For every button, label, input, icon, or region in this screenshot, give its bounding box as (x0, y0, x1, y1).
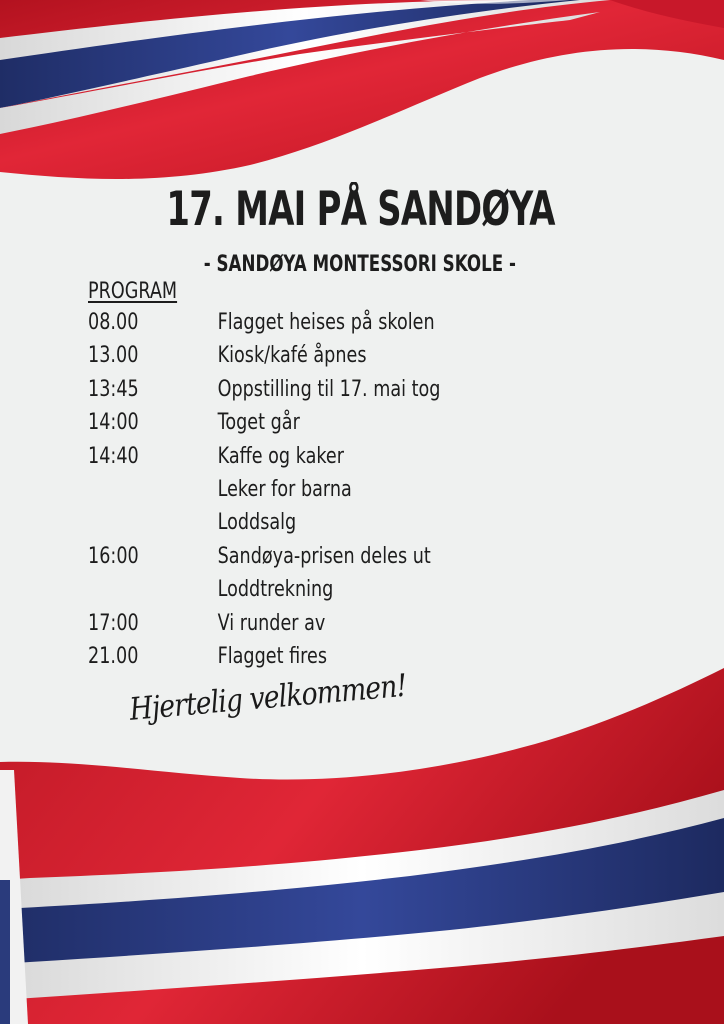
schedule-row (88, 473, 568, 506)
schedule-activity: Flagget heises på skolen (217, 310, 435, 335)
schedule-activity: Loddsalg (217, 510, 297, 536)
schedule-time: 14:40 (88, 443, 139, 469)
schedule-activity: Vi runder av (217, 610, 326, 636)
poster-title: 17. MAI PÅ SANDØYA (166, 182, 555, 237)
schedule-time: 16:00 (88, 543, 139, 569)
program-list (88, 278, 568, 673)
schedule-time: 17:00 (88, 610, 139, 636)
schedule-time: 13.00 (88, 343, 139, 369)
schedule-activity: Kiosk/kafé åpnes (217, 343, 367, 369)
schedule-row (88, 640, 568, 673)
schedule-activity: Kaffe og kaker (217, 443, 344, 469)
schedule-row (88, 373, 568, 406)
schedule-row (88, 573, 568, 606)
schedule-time: 13:45 (88, 376, 139, 402)
schedule-activity: Sandøya-prisen deles ut (217, 543, 431, 569)
schedule-time: 08.00 (88, 310, 139, 335)
schedule-activity: Flagget fires (217, 643, 327, 669)
schedule-row (88, 607, 568, 640)
top-flag (0, 0, 724, 179)
program-heading: PROGRAM (88, 279, 178, 304)
schedule-activity: Loddtrekning (217, 577, 334, 603)
bottom-flag (0, 668, 724, 1024)
schedule-activity: Toget går (217, 410, 300, 436)
welcome-message: Hjertelig velkommen! (128, 667, 408, 728)
schedule-row (88, 339, 568, 372)
schedule-time: 21.00 (88, 643, 139, 669)
schedule-activity: Oppstilling til 17. mai tog (217, 376, 441, 402)
schedule-row (88, 540, 568, 573)
schedule-row (88, 306, 568, 339)
schedule-time: 14:00 (88, 410, 139, 436)
schedule-row (88, 406, 568, 439)
schedule-row (88, 440, 568, 473)
schedule-row (88, 506, 568, 539)
schedule-activity: Leker for barna (217, 476, 352, 502)
poster-subtitle: - SANDØYA MONTESSORI SKOLE - (203, 252, 516, 277)
